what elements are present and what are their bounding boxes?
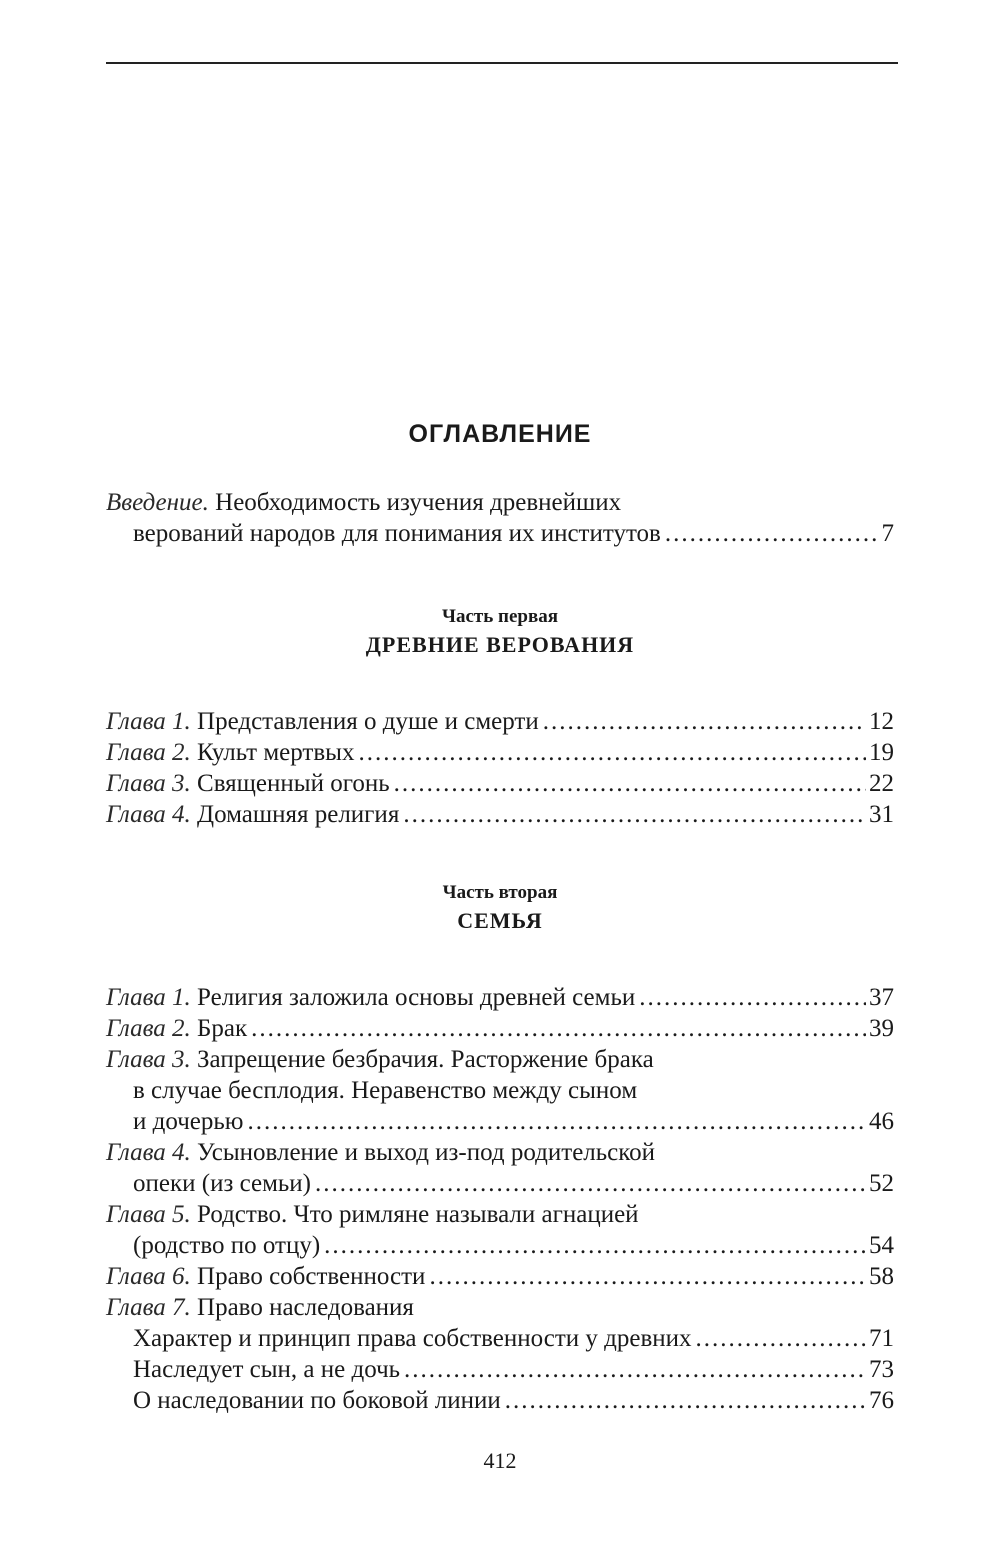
leader-dots <box>543 706 866 737</box>
entry-text: Право наследования <box>197 1294 414 1321</box>
leader-dots <box>403 799 866 830</box>
leader-dots <box>639 982 866 1013</box>
page-number: 71 <box>869 1325 894 1352</box>
entry-label: Введение. <box>106 489 209 516</box>
toc-line <box>106 1323 894 1354</box>
page-number: 73 <box>869 1356 894 1383</box>
entry-text: в случае бесплодия. Неравенство между сыном <box>133 1077 638 1104</box>
toc-part-one <box>106 706 894 830</box>
toc-line <box>106 1292 894 1323</box>
page-number: 19 <box>869 739 894 766</box>
entry-label: Глава 4. <box>106 1139 191 1166</box>
entry-text: Религия заложила основы древней семьи <box>197 984 636 1011</box>
part-subtitle: Часть вторая <box>442 882 558 903</box>
toc-line <box>106 1106 894 1137</box>
leader-dots <box>505 1385 866 1416</box>
toc-line <box>106 1199 894 1230</box>
entry-label: Глава 3. <box>106 1046 191 1073</box>
entry-label: Глава 1. <box>106 708 191 735</box>
page-number: 39 <box>869 1015 894 1042</box>
entry-text: Родство. Что римляне называли агнацией <box>197 1201 639 1228</box>
part-subtitle: Часть первая <box>442 606 558 627</box>
top-rule <box>106 62 898 64</box>
entry-text: Необходимость изучения древнейших <box>215 489 622 516</box>
entry-text: Право собственности <box>197 1263 426 1290</box>
entry-label: Глава 3. <box>106 770 191 797</box>
leader-dots <box>358 737 866 768</box>
page-number: 52 <box>869 1170 894 1197</box>
entry-text: Культ мертвых <box>197 739 355 766</box>
toc-line <box>106 982 894 1013</box>
toc-line <box>106 1261 894 1292</box>
entry-label: Глава 2. <box>106 739 191 766</box>
leader-dots <box>696 1323 866 1354</box>
page-folio: 412 <box>483 1448 517 1473</box>
part-title: ДРЕВНИЕ ВЕРОВАНИЯ <box>365 632 635 657</box>
entry-label: Глава 6. <box>106 1263 191 1290</box>
entry-label: Глава 5. <box>106 1201 191 1228</box>
toc-line <box>106 1385 894 1416</box>
page-number: 7 <box>881 520 894 547</box>
toc-intro <box>106 487 894 549</box>
page-number: 37 <box>869 984 894 1011</box>
toc-line <box>106 1013 894 1044</box>
entry-text: Домашняя религия <box>197 801 400 828</box>
toc-part-two <box>106 982 894 1416</box>
entry-text: Запрещение безбрачия. Расторжение брака <box>197 1046 654 1073</box>
toc-line <box>106 737 894 768</box>
page-title: ОГЛАВЛЕНИЕ <box>408 420 592 448</box>
entry-text: (родство по отцу) <box>133 1232 321 1259</box>
leader-dots <box>429 1261 866 1292</box>
part-title: СЕМЬЯ <box>457 908 543 933</box>
leader-dots <box>394 768 866 799</box>
page-number: 12 <box>869 708 894 735</box>
leader-dots <box>251 1013 866 1044</box>
entry-text: верований народов для понимания их институтов <box>133 520 661 547</box>
toc-line <box>106 768 894 799</box>
toc-line <box>106 706 894 737</box>
toc-line <box>106 1075 894 1106</box>
entry-text: Характер и принцип права собственности у древних <box>133 1325 692 1352</box>
toc-line <box>106 1230 894 1261</box>
page-number: 46 <box>869 1108 894 1135</box>
entry-label: Глава 2. <box>106 1015 191 1042</box>
entry-label: Глава 1. <box>106 984 191 1011</box>
toc-line <box>106 799 894 830</box>
toc-line <box>106 487 894 518</box>
toc-line <box>106 1137 894 1168</box>
page-number: 22 <box>869 770 894 797</box>
leader-dots <box>324 1230 866 1261</box>
part-two-heading <box>0 880 1000 936</box>
leader-dots <box>247 1106 866 1137</box>
leader-dots <box>404 1354 866 1385</box>
entry-text: Священный огонь <box>197 770 390 797</box>
toc-line <box>106 518 894 549</box>
page-number: 76 <box>869 1387 894 1414</box>
toc-line <box>106 1044 894 1075</box>
entry-text: и дочерью <box>133 1108 244 1135</box>
entry-label: Глава 4. <box>106 801 191 828</box>
entry-text: Представления о душе и смерти <box>197 708 539 735</box>
entry-text: О наследовании по боковой линии <box>133 1387 501 1414</box>
page-number: 54 <box>869 1232 894 1259</box>
part-one-heading <box>0 604 1000 660</box>
toc-line <box>106 1354 894 1385</box>
leader-dots <box>315 1168 866 1199</box>
entry-text: опеки (из семьи) <box>133 1170 312 1197</box>
page-number: 31 <box>869 801 894 828</box>
toc-line <box>106 1168 894 1199</box>
entry-text: Усыновление и выход из-под родительской <box>197 1139 656 1166</box>
page-number: 58 <box>869 1263 894 1290</box>
entry-text: Наследует сын, а не дочь <box>133 1356 401 1383</box>
entry-label: Глава 7. <box>106 1294 191 1321</box>
leader-dots <box>665 518 879 549</box>
entry-text: Брак <box>197 1015 248 1042</box>
